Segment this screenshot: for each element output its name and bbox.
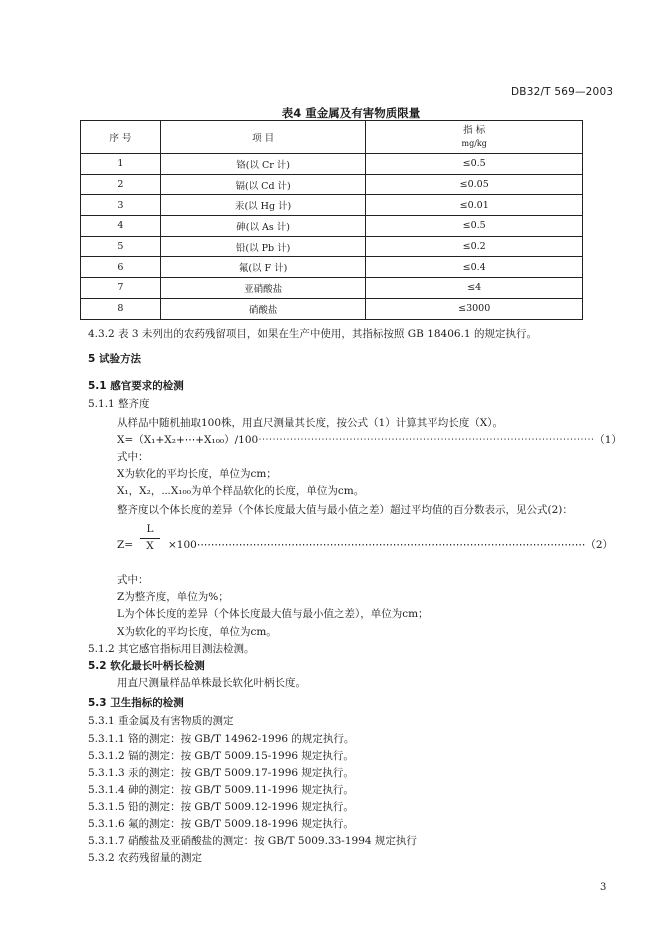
section-heading-5-1: 5.1 感官要求的检测 [88, 380, 184, 392]
cell-limit: ≤0.01 [366, 195, 583, 216]
column-header-limit [366, 121, 583, 154]
table-row [81, 174, 583, 195]
table-row [81, 236, 583, 257]
cell-limit: ≤0.5 [366, 216, 583, 237]
cell-seq: 5 [81, 236, 161, 257]
column-header-unit: mg/kg [461, 139, 487, 148]
clause-5-3-1-3: 5.3.1.3 汞的测定：按 GB/T 5009.17-1996 规定执行。 [88, 767, 354, 779]
formula-1: X=（X₁+X₂+⋯+X₁₀₀）/100⋯⋯⋯⋯⋯⋯⋯⋯⋯⋯⋯⋯⋯⋯⋯⋯⋯⋯⋯⋯⋯⋯⋯⋯⋯⋯⋯⋯⋯⋯⋯⋯（1） [117, 434, 622, 446]
table-title: 表4 重金属及有害物质限量 [281, 106, 421, 120]
cell-limit: ≤0.4 [366, 257, 583, 278]
fraction-bar [140, 538, 160, 539]
cell-item: 氟(以 F 计) [160, 257, 366, 278]
cell-item: 硝酸盐 [160, 298, 366, 319]
cell-seq: 6 [81, 257, 161, 278]
table-row [81, 257, 583, 278]
cell-seq: 3 [81, 195, 161, 216]
where-1-item-b: X₁，X₂，⋯X₁₀₀为单个样品软化的长度，单位为cm。 [117, 485, 365, 497]
cell-seq: 1 [81, 154, 161, 175]
formula-2-denominator: X [146, 540, 154, 552]
cell-limit: ≤0.05 [366, 174, 583, 195]
clause-5-3-2: 5.3.2 农药残留量的测定 [88, 852, 203, 864]
cell-item: 亚硝酸盐 [160, 278, 366, 299]
table-row [81, 298, 583, 319]
section-heading-5-2: 5.2 软化最长叶柄长检测 [88, 660, 205, 672]
column-header-limit-label: 指 标 [463, 125, 486, 136]
cell-seq: 2 [81, 174, 161, 195]
formula-2-numerator: L [146, 523, 154, 535]
formula-2-fraction [140, 523, 160, 552]
where-2-item-a: Z为整齐度，单位为%； [117, 591, 229, 603]
section-heading-5: 5 试验方法 [88, 353, 141, 365]
cell-limit: ≤0.5 [366, 154, 583, 175]
document-code: DB32/T 569—2003 [511, 86, 614, 98]
cell-item: 镉(以 Cd 计) [160, 174, 366, 195]
paragraph-petiole: 用直尺测量样品单株最长软化叶柄长度。 [117, 677, 306, 689]
table-row [81, 278, 583, 299]
clause-5-3-1-7: 5.3.1.7 硝酸盐及亚硝酸盐的测定：按 GB/T 5009.33-1994 规定执行 [88, 835, 417, 847]
clause-5-3-1-1: 5.3.1.1 铬的测定：按 GB/T 14962-1996 的规定执行。 [88, 733, 355, 745]
page-number: 3 [600, 882, 607, 893]
column-header-item: 项 目 [160, 121, 366, 154]
table-row [81, 216, 583, 237]
section-heading-5-3: 5.3 卫生指标的检测 [88, 697, 184, 709]
cell-item: 汞(以 Hg 计) [160, 195, 366, 216]
table-row [81, 195, 583, 216]
cell-item: 砷(以 As 计) [160, 216, 366, 237]
column-header-seq: 序 号 [81, 121, 161, 154]
paragraph-uniformity: 整齐度以个体长度的差异（个体长度最大值与最小值之差）超过平均值的百分数表示，见公式(2)： [117, 504, 573, 516]
clause-5-3-1-2: 5.3.1.2 镉的测定：按 GB/T 5009.15-1996 规定执行。 [88, 750, 354, 762]
where-1-item-a: X为软化的平均长度，单位为cm； [117, 468, 277, 480]
where-label-1: 式中： [117, 451, 149, 463]
where-2-item-c: X为软化的平均长度，单位为cm。 [117, 626, 277, 638]
paragraph-sampling: 从样品中随机抽取100株，用直尺测量其长度，按公式（1）计算其平均长度（X）。 [117, 417, 503, 429]
cell-item: 铬(以 Cr 计) [160, 154, 366, 175]
clause-4-3-2: 4.3.2 表 3 未列出的农药残留项目，如果在生产中使用，其指标按照 GB 18406.1 的规定执行。 [88, 328, 537, 340]
cell-limit: ≤3000 [366, 298, 583, 319]
cell-seq: 4 [81, 216, 161, 237]
cell-limit: ≤4 [366, 278, 583, 299]
table-header-row [81, 121, 583, 154]
cell-seq: 7 [81, 278, 161, 299]
where-2-item-b: L为个体长度的差异（个体长度最大值与最小值之差），单位为cm； [117, 608, 429, 620]
clause-5-1-2: 5.1.2 其它感官指标用目测法检测。 [88, 643, 255, 655]
where-label-2: 式中： [117, 574, 149, 586]
clause-5-3-1-6: 5.3.1.6 氟的测定：按 GB/T 5009.18-1996 规定执行。 [88, 818, 354, 830]
clause-5-1-1: 5.1.1 整齐度 [88, 398, 150, 410]
table-row [81, 154, 583, 175]
formula-2-rhs: ×100⋯⋯⋯⋯⋯⋯⋯⋯⋯⋯⋯⋯⋯⋯⋯⋯⋯⋯⋯⋯⋯⋯⋯⋯⋯⋯⋯⋯⋯⋯⋯⋯⋯⋯⋯⋯⋯（2） [168, 539, 614, 551]
cell-seq: 8 [81, 298, 161, 319]
limits-table [80, 120, 583, 320]
cell-limit: ≤0.2 [366, 236, 583, 257]
clause-5-3-1: 5.3.1 重金属及有害物质的测定 [88, 715, 234, 727]
clause-5-3-1-4: 5.3.1.4 砷的测定：按 GB/T 5009.11-1996 规定执行。 [88, 784, 354, 796]
clause-5-3-1-5: 5.3.1.5 铅的测定：按 GB/T 5009.12-1996 规定执行。 [88, 801, 354, 813]
cell-item: 铅(以 Pb 计) [160, 236, 366, 257]
formula-2-lhs: Z= [117, 539, 134, 551]
